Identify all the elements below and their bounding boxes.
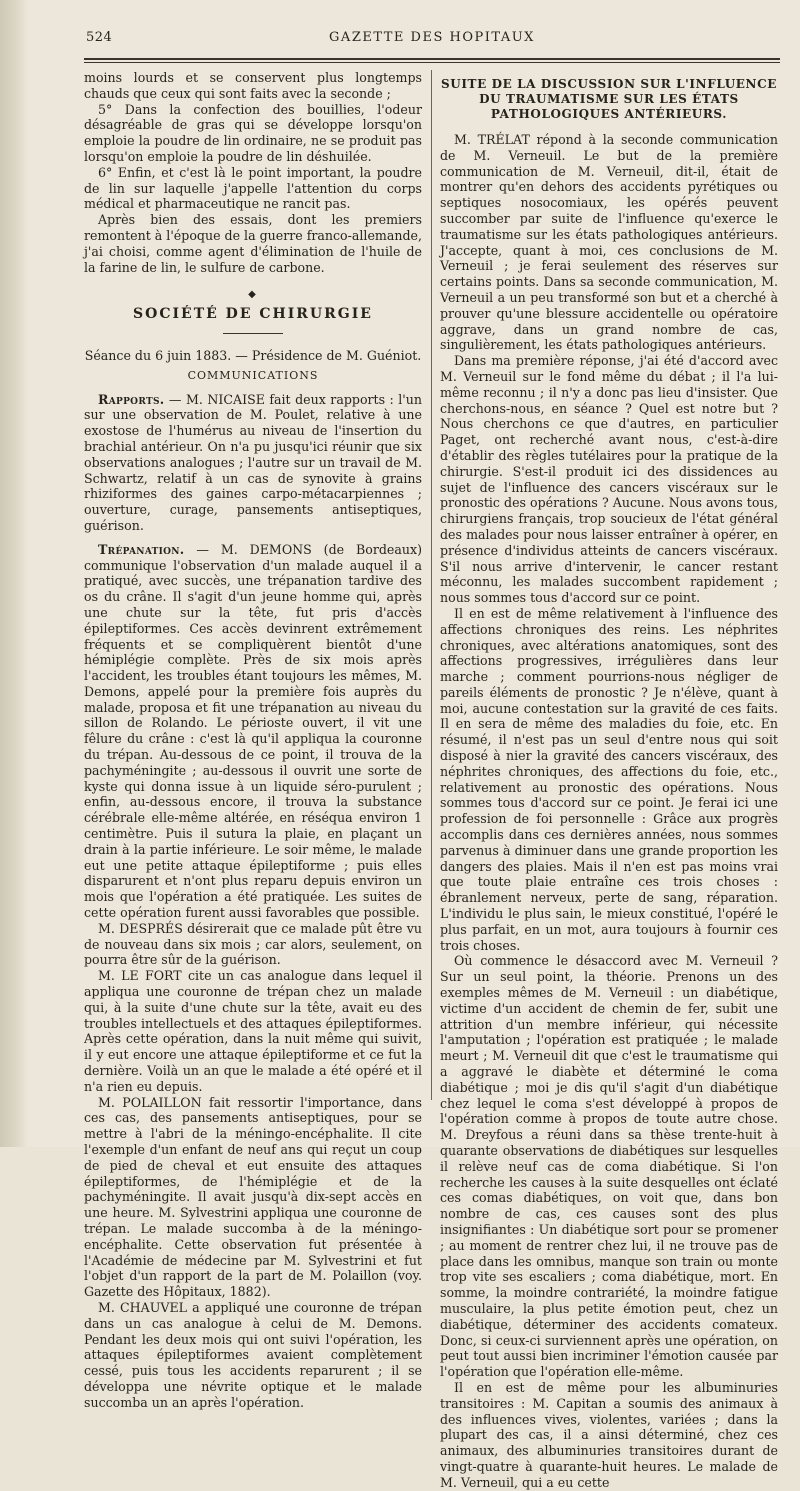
- article-title: SUITE DE LA DISCUSSION SUR L'INFLUENCE DU TRAUMATISME SUR LES ÉTATS PATHOLOGIQUES ANTÉRIEURS.: [441, 77, 777, 121]
- paragraph-trepanation: [84, 542, 422, 921]
- page-number: 524: [86, 30, 113, 45]
- section-ornament: ◆: [248, 289, 258, 301]
- paragraph-lead: Trépanation.: [98, 541, 185, 557]
- running-title: GAZETTE DES HOPITAUX: [329, 30, 535, 45]
- spacer: [84, 534, 422, 542]
- section-title: SOCIÉTÉ DE CHIRURGIE: [133, 306, 373, 323]
- paragraph: M. POLAILLON fait ressortir l'importance, dans ces cas, des pansements antiseptiques, pour se mettre à l'abri de la méningo-encéphalite. Il cite l'exemple d'un enfant de neuf ans qui reçut un coup de pied de cheval et eut ensuite des attaques épileptiformes, de l'hémiplégie et de la pachyméningite. Il avait jusqu'à dix-sept accès en une heure. M. Sylvestrini appliqua une couronne de trépan. Le malade succomba à de la méningo-encéphalite. Cette observation fut présentée à l'Académie de médecine par M. Sylvestrini et fut l'objet d'un rapport de la part de M. Polaillon (voy. Gazette des Hôpitaux, 1882).: [84, 1094, 422, 1300]
- paragraph: Il en est de même pour les albuminuries transitoires : M. Capitan a soumis des animaux à des influences vives, violentes, variées ; dans la plupart des cas, il a ainsi déterminé, chez ces animaux, des albuminuries transitoires durant de vingt-quatre à quarante-huit heures. Le malade de M. Verneuil, qui a eu cette: [440, 1379, 778, 1490]
- paragraph-rapports: [84, 392, 422, 534]
- paragraph: Où commence le désaccord avec M. Verneuil ? Sur un seul point, la théorie. Prenons un des exemples mêmes de M. Verneuil : un diabétique, victime d'un accident de chemin de fer, subit une attrition d'un membre inférieur, qui nécessite l'amputation ; l'opération est pratiquée ; le malade meurt ; M. Verneuil dit que c'est le traumatisme qui a aggravé le diabète et déterminé le coma diabétique ; moi je dis qu'il s'agit d'un diabétique chez lequel le coma s'est développé à propos de l'opération comme à propos de toute autre chose. M. Dreyfous a réuni dans sa thèse trente-huit à quarante observations de diabétiques sur lesquelles il relève neuf cas de coma diabétique. Si l'on recherche les causes à la suite desquelles ont éclaté ces comas diabétiques, on voit que, dans bon nombre de cas, ces causes sont des plus insignifiantes : Un diabétique sort pour se promener ; au moment de rentrer chez lui, il ne trouve pas de place dans les omnibus, manque son train ou monte trop vite ses escaliers ; coma diabétique, mort. En somme, la moindre contrariété, la moindre fatigue musculaire, la plus petite émotion peut, chez un diabétique, déterminer des accidents comateux. Donc, si ceux-ci surviennent après une opération, on peut tout aussi bien incriminer l'émotion causée par l'opération que l'opération elle-même.: [440, 953, 778, 1380]
- column-divider: [431, 70, 432, 1100]
- right-column: [440, 77, 778, 1491]
- paragraph: Dans ma première réponse, j'ai été d'accord avec M. Verneuil sur le fond même du débat ; il l'a lui-même reconnu ; il n'y a donc pas lieu d'insister. Que cherchons-nous, en séance ? Quel est notre but ? Nous cherchons ce que d'autres, en particulier Paget, ont recherché avant nous, c'est-à-dire d'établir des règles tutélaires pour la pratique de la chirurgie. S'est-il produit ici des dissidences au sujet de l'influence des cancers viscéraux sur le pronostic des opérations ? Aucune. Nous avons tous, chirurgiens français, trop soucieux de l'état général des malades pour nous laisser entraîner à opérer, en présence d'individus atteints de cancers viscéraux. S'il nous arrive d'intervenir, le cancer restant méconnu, les malades succombent rapidement ; nous sommes tous d'accord sur ce point.: [440, 353, 778, 606]
- page-spine-shadow: [0, 0, 28, 1147]
- header-rule-thick: [84, 58, 780, 60]
- header-rule-thin: [84, 62, 780, 63]
- section-rule: [223, 333, 283, 334]
- paragraph-lead: Rapports.: [98, 391, 165, 407]
- paragraph-text: — M. NICAISE fait deux rapports : l'un sur une observation de M. Poulet, relative à une exostose de l'humérus au niveau de l'insertion du brachial antérieur. On n'a pu jusqu'ici réunir que six observations analogues ; l'autre sur un travail de M. Schwartz, relatif à un cas de synovite à grains rhiziformes des gaines carpo-métacarpiennes ; ouverture, curage, pansements antiseptiques, guérison.: [84, 391, 422, 533]
- paragraph: M. LE FORT cite un cas analogue dans lequel il appliqua une couronne de trépan chez un malade qui, à la suite d'une chute sur la tête, avait eu des troubles intellectuels et des attaques épileptiformes. Après cette opération, dans la nuit même qui suivit, il y eut encore une attaque épileptiforme et ce fut la dernière. Voilà un an que le malade a été opéré et il n'a rien eu depuis.: [84, 968, 422, 1094]
- paragraph: Il en est de même relativement à l'influence des affections chroniques des reins. Les néphrites chroniques, avec altérations anatomiques, sont des affections progressives, irrégulières dans leur marche ; comment pourrions-nous négliger de pareils éléments de pronostic ? Je n'élève, quant à moi, aucune contestation sur la gravité de ces faits. Il en sera de même des maladies du foie, etc. En résumé, il n'est pas un seul d'entre nous qui soit disposé à nier la gravité des cancers viscéraux, des néphrites chroniques, des affections du foie, etc., relativement au pronostic des opérations. Nous sommes tous d'accord sur ce point. Je ferai ici une profession de foi personnelle : Grâce aux progrès accomplis dans ces dernières années, nous sommes parvenus à diminuer dans une grande proportion les dangers des plaies. Mais il n'en est pas moins vrai que toute plaie entraîne ces trois choses : ébranlement nerveux, perte de sang, réparation. L'individu le plus sain, le mieux constitué, l'opéré le plus parfait, en un mot, aura toujours à fournir ces trois choses.: [440, 605, 778, 953]
- paragraph-text: — M. DEMONS (de Bordeaux) communique l'observation d'un malade auquel il a pratiqué, avec succès, une trépanation tardive des os du crâne. Il s'agit d'un jeune homme qui, après une chute sur la tête, fut pris d'accès épileptiformes. Ces accès devinrent extrêmement fréquents et se compliquèrent bientôt d'une hémiplégie complète. Près de six mois après l'accident, les troubles étant toujours les mêmes, M. Demons, appelé pour la première fois auprès du malade, proposa et fit une trépanation au niveau du sillon de Rolando. Le périoste ouvert, il vit une fêlure du crâne : c'est là qu'il appliqua la couronne du trépan. Au-dessous de ce point, il trouva de la pachyméningite ; au-dessous il ouvrit une sorte de kyste qui donna issue à un liquide séro-purulent ; enfin, au-dessous encore, il trouva la substance cérébrale elle-même altérée, en réséqua environ 1 centimètre. Puis il sutura la plaie, en plaçant un drain à la partie inférieure. Le soir même, le malade eut une petite attaque épileptiforme ; puis elles disparurent et n'ont plus reparu depuis environ un mois que l'opération a été pratiquée. Les suites de cette opération furent aussi favorables que possible.: [84, 541, 422, 921]
- paragraph: Après bien des essais, dont les premiers remontent à l'époque de la guerre franco-allemande, j'ai choisi, comme agent d'élimination de l'huile de la farine de lin, le sulfure de carbone.: [84, 212, 422, 275]
- paragraph: 6° Enfin, et c'est là le point important, la poudre de lin sur laquelle j'appelle l'attention du corps médical et pharmaceutique ne rancit pas.: [84, 164, 422, 212]
- page-header: [86, 28, 778, 54]
- left-column: [84, 70, 422, 1411]
- paragraph: M. CHAUVEL a appliqué une couronne de trépan dans un cas analogue à celui de M. Demons. Pendant les deux mois qui ont suivi l'opération, les attaques épileptiformes avaient complètement cessé, puis tous les accidents reparurent ; il se développa une névrite optique et le malade succomba un an après l'opération.: [84, 1299, 422, 1410]
- paragraph: 5° Dans la confection des bouillies, l'odeur désagréable de gras qui se développe lorsqu'on emploie la poudre de lin ordinaire, ne se produit pas lorsqu'on emploie la poudre de lin déshuilée.: [84, 101, 422, 164]
- paragraph: M. DESPRÉS désirerait que ce malade pût être vu de nouveau dans six mois ; car alors, seulement, on pourra être sûr de la guérison.: [84, 920, 422, 968]
- session-line: Séance du 6 juin 1883. — Présidence de M. Guéniot.: [84, 347, 422, 363]
- paragraph: moins lourds et se conservent plus longtemps chauds que ceux qui sont faits avec la seconde ;: [84, 70, 422, 101]
- subheading: COMMUNICATIONS: [187, 368, 319, 382]
- paragraph: M. TRÉLAT répond à la seconde communication de M. Verneuil. Le but de la première communication de M. Verneuil, dit-il, était de montrer qu'en dehors des accidents pyrétiques ou septiques nosocomiaux, les opérés peuvent succomber par suite de l'influence qu'exerce le traumatisme sur les états pathologiques antérieurs. J'accepte, quant à moi, ces conclusions de M. Verneuil ; je ferai seulement des réserves sur certains points. Dans sa seconde communication, M. Verneuil a un peu transformé son but et a cherché à prouver qu'une blessure accidentelle ou opératoire aggrave, dans un grand nombre de cas, singulièrement, les états pathologiques antérieurs.: [440, 132, 778, 353]
